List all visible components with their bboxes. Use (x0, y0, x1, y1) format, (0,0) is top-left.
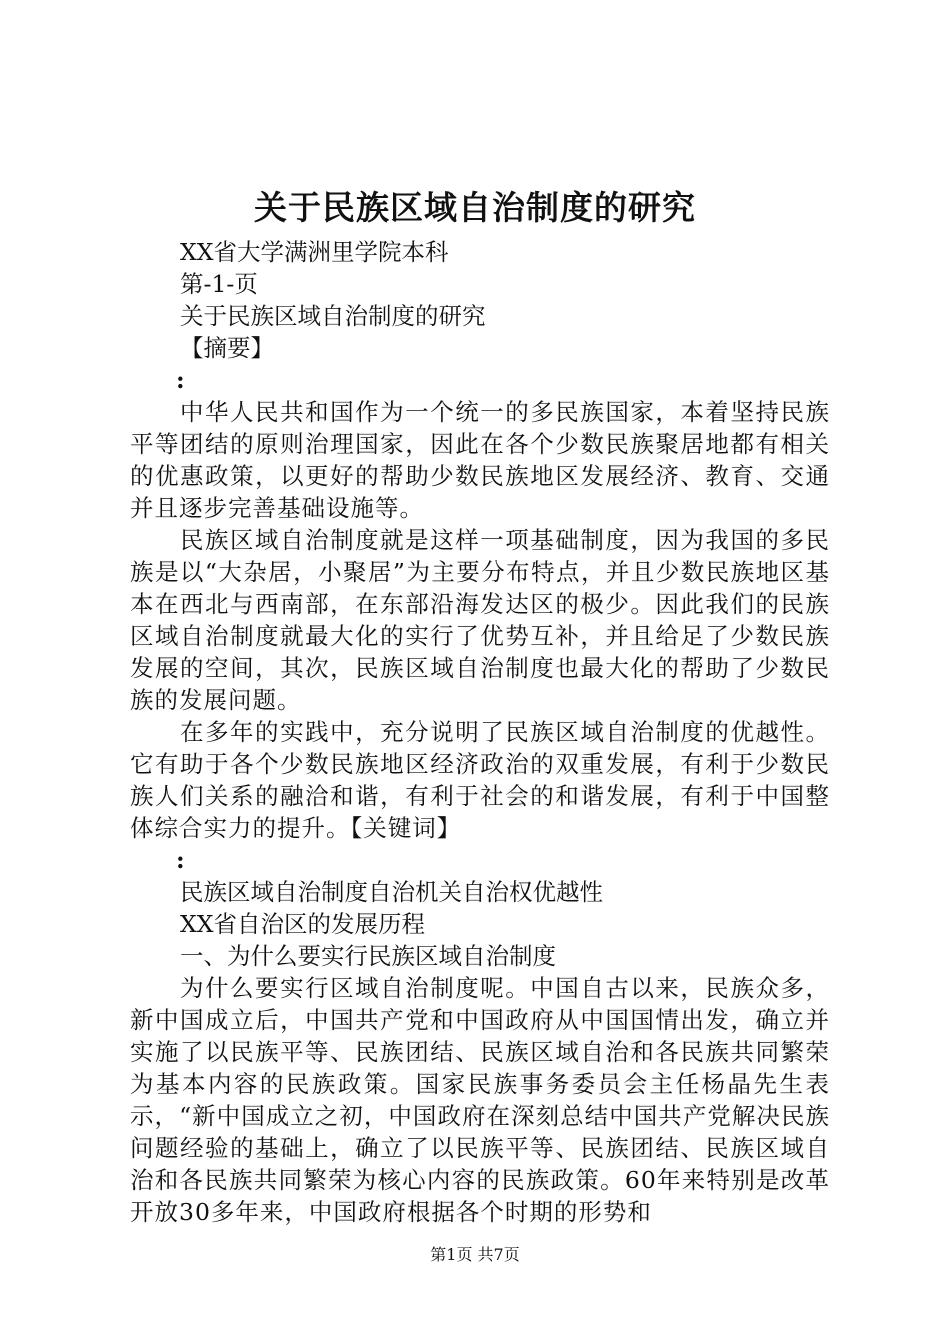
page-footer: 第1页 共7页 (430, 1245, 520, 1264)
header-line-page: 第-1-页 (180, 270, 258, 298)
keywords-colon: : (176, 846, 185, 874)
header-line-title: 关于民族区域自治制度的研究 (180, 302, 486, 330)
section-1-paragraph: 为什么要实行区域自治制度呢。中国自古以来，民族众多，新中国成立后，中国共产党和中国政府从中国国情出发，确立并实施了以民族平等、民族团结、民族区域自治和各民族共同繁荣为基本内容的民族政策。国家民族事务委员会主任杨晶先生表示，“新中国成立之初，中国政府在深刻总结中国共产党解决民族问题经验的基础上，确立了以民族平等、民族团结、民族区域自治和各民族共同繁荣为核心内容的民族政策。60年来特别是改革开放30多年来，中国政府根据各个时期的形势和 (130, 974, 830, 1226)
abstract-heading: 【摘要】 (180, 334, 274, 362)
abstract-paragraph-2: 民族区域自治制度就是这样一项基础制度，因为我国的多民族是以“大杂居，小聚居”为主要分布特点，并且少数民族地区基本在西北与西南部，在东部沿海发达区的极少。因此我们的民族区域自治制度就最大化的实行了优势互补，并且给足了少数民族发展的空间，其次，民族区域自治制度也最大化的帮助了少数民族的发展问题。 (130, 526, 830, 714)
history-heading: XX省自治区的发展历程 (180, 910, 425, 938)
abstract-paragraph-1: 中华人民共和国作为一个统一的多民族国家，本着坚持民族平等团结的原则治理国家，因此在各个少数民族聚居地都有相关的优惠政策，以更好的帮助少数民族地区发展经济、教育、交通并且逐步完善基础设施等。 (130, 398, 830, 522)
document-body (130, 236, 830, 1228)
document-title: 关于民族区域自治制度的研究 (254, 188, 696, 227)
keywords-line: 民族区域自治制度自治机关自治权优越性 (180, 878, 603, 906)
abstract-colon: : (176, 366, 185, 394)
abstract-paragraph-3: 在多年的实践中，充分说明了民族区域自治制度的优越性。它有助于各个少数民族地区经济政治的双重发展，有利于少数民族人们关系的融洽和谐，有利于社会的和谐发展，有利于中国整体综合实力的提升。【关键词】 (130, 718, 830, 842)
header-line-school: XX省大学满洲里学院本科 (180, 238, 449, 266)
section-heading-1: 一、为什么要实行民族区域自治制度 (180, 942, 556, 970)
